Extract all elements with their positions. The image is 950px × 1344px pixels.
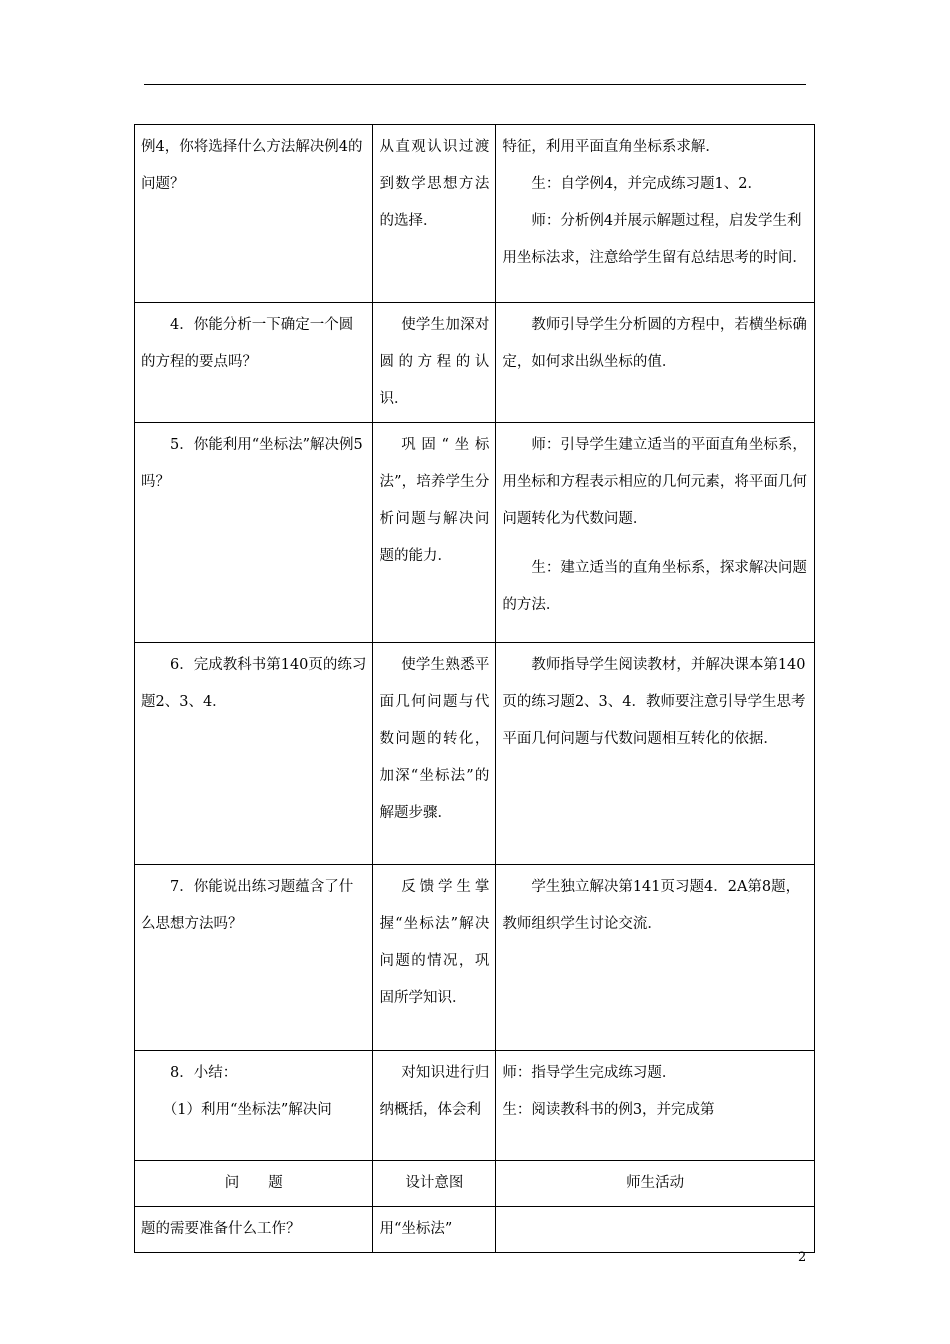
question-text: 6．完成教科书第140页的练习题2、3、4． <box>141 657 367 710</box>
activity-text: 师：分析例4并展示解题过程，启发学生利用坐标法求，注意给学生留有总结思考的时间． <box>502 213 807 266</box>
activity-text: 师：引导学生建立适当的平面直角坐标系，用坐标和方程表示相应的几何元素，将平面几何问题转化为代数问题． <box>502 437 807 527</box>
activity-text: 生：阅读教科书的例3，并完成第 <box>502 1102 715 1118</box>
activity-cell <box>496 423 815 643</box>
design-cell: 用“坐标法” <box>373 1207 496 1253</box>
activity-cell <box>496 125 815 303</box>
header-design: 设计意图 <box>373 1161 496 1207</box>
activity-text: 学生独立解决第141页习题4．2A第8题，教师组织学生讨论交流． <box>502 879 801 932</box>
lesson-plan-table <box>134 124 815 1253</box>
design-text: 巩固“坐标法”，培养学生分析问题与解决问题的能力． <box>379 437 490 564</box>
table-header-row <box>135 1161 815 1207</box>
table-row <box>135 1207 815 1253</box>
activity-cell <box>496 643 815 865</box>
question-cell <box>135 643 373 865</box>
activity-cell <box>496 1207 815 1253</box>
question-cell <box>135 1051 373 1161</box>
design-cell <box>373 1051 496 1161</box>
table-row <box>135 643 815 865</box>
design-cell <box>373 125 496 303</box>
activity-cell <box>496 303 815 423</box>
design-text: 从直观认识过渡到数学思想方法的选择． <box>379 139 490 229</box>
design-text: 使学生加深对圆的方程的认识． <box>379 317 490 407</box>
activity-text: 教师引导学生分析圆的方程中，若横坐标确定，如何求出纵坐标的值． <box>502 317 807 370</box>
page-number: 2 <box>798 1250 807 1265</box>
design-cell <box>373 865 496 1051</box>
question-cell: 题的需要准备什么工作？ <box>135 1207 373 1253</box>
question-text: 5．你能利用“坐标法”解决例5吗？ <box>141 437 363 490</box>
activity-text: 特征，利用平面直角坐标系求解． <box>502 139 720 155</box>
design-text: 反馈学生掌握“坐标法”解决问题的情况，巩固所学知识． <box>379 879 490 1006</box>
activity-cell <box>496 865 815 1051</box>
design-cell <box>373 643 496 865</box>
header-rule <box>144 84 806 85</box>
activity-text: 生：自学例4，并完成练习题1、2． <box>531 176 763 192</box>
question-text: 8．小结： <box>170 1065 238 1081</box>
table-row <box>135 865 815 1051</box>
design-cell <box>373 303 496 423</box>
table-row <box>135 1051 815 1161</box>
table-row <box>135 125 815 303</box>
table-row <box>135 423 815 643</box>
activity-text: 师：指导学生完成练习题． <box>502 1065 677 1081</box>
question-cell <box>135 303 373 423</box>
activity-text: 生：建立适当的直角坐标系，探求解决问题的方法． <box>502 560 807 613</box>
question-cell <box>135 125 373 303</box>
activity-cell <box>496 1051 815 1161</box>
table-row <box>135 303 815 423</box>
header-question: 问 题 <box>135 1161 373 1207</box>
question-text: 7．你能说出练习题蕴含了什么思想方法吗？ <box>141 879 354 932</box>
question-text: 4．你能分析一下确定一个圆的方程的要点吗？ <box>141 317 354 370</box>
question-cell <box>135 865 373 1051</box>
question-text: 例4，你将选择什么方法解决例4的问题？ <box>141 139 363 192</box>
header-activity: 师生活动 <box>496 1161 815 1207</box>
question-cell <box>135 423 373 643</box>
design-text: 对知识进行归纳概括，体会利 <box>379 1065 490 1118</box>
design-text: 使学生熟悉平面几何问题与代数问题的转化，加深“坐标法”的解题步骤． <box>379 657 490 821</box>
design-cell <box>373 423 496 643</box>
question-text: （1）利用“坐标法”解决问 <box>162 1102 332 1118</box>
activity-text: 教师指导学生阅读教材，并解决课本第140页的练习题2、3、4．教师要注意引导学生思考平面几何问题与代数问题相互转化的依据． <box>502 657 806 747</box>
spacer <box>502 538 808 550</box>
